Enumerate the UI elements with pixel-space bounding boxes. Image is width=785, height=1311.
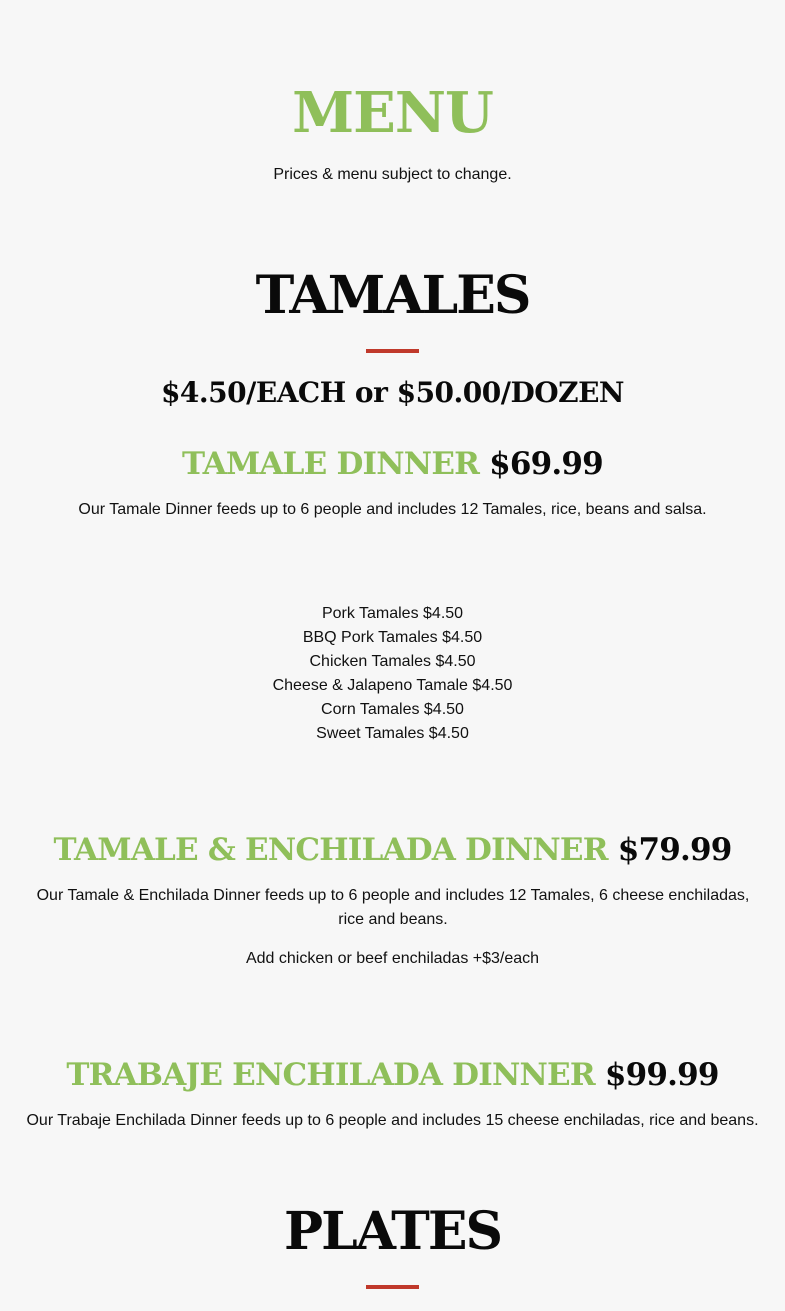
trabaje-enchilada-dinner-price: $99.99 [604, 1057, 719, 1093]
list-item: BBQ Pork Tamales $4.50 [302, 629, 483, 646]
tamale-dinner-name: TAMALE DINNER [182, 446, 480, 482]
list-item: Sweet Tamales $4.50 [316, 725, 469, 742]
tamale-enchilada-dinner-description: Our Tamale & Enchilada Dinner feeds up to 6 people and includes 12 Tamales, 6 cheese enchiladas, rice and beans. [36, 887, 750, 928]
list-item: Chicken Tamales $4.50 [309, 653, 476, 670]
menu-subtitle: Prices & menu subject to change. [273, 166, 512, 183]
trabaje-enchilada-dinner-name: TRABAJE ENCHILADA DINNER [66, 1057, 595, 1093]
menu-title: MENU [292, 80, 493, 146]
trabaje-enchilada-dinner-description: Our Trabaje Enchilada Dinner feeds up to 6 people and includes 15 cheese enchiladas, rice and beans. [26, 1112, 759, 1129]
section-title-plates: PLATES [283, 1201, 502, 1262]
section-divider [366, 1285, 419, 1289]
tamale-dinner-price: $69.99 [489, 446, 603, 482]
tamale-dinner-heading [0, 444, 785, 484]
enchilada-addon-note: Add chicken or beef enchiladas +$3/each [245, 950, 540, 967]
tamale-price-line: $4.50/EACH or $50.00/DOZEN [160, 376, 625, 409]
list-item: Cheese & Jalapeno Tamale $4.50 [272, 677, 513, 694]
trabaje-enchilada-dinner-heading [0, 1055, 785, 1095]
tamale-dinner-description: Our Tamale Dinner feeds up to 6 people and includes 12 Tamales, rice, beans and salsa. [78, 501, 707, 518]
tamale-list [0, 602, 785, 746]
tamale-enchilada-dinner-heading [0, 830, 785, 870]
list-item: Pork Tamales $4.50 [321, 605, 464, 622]
tamale-enchilada-dinner-name: TAMALE & ENCHILADA DINNER [53, 832, 608, 868]
list-item: Corn Tamales $4.50 [321, 701, 464, 718]
section-title-tamales: TAMALES [255, 265, 530, 326]
section-divider [366, 349, 419, 353]
tamale-enchilada-dinner-price: $79.99 [617, 832, 732, 868]
